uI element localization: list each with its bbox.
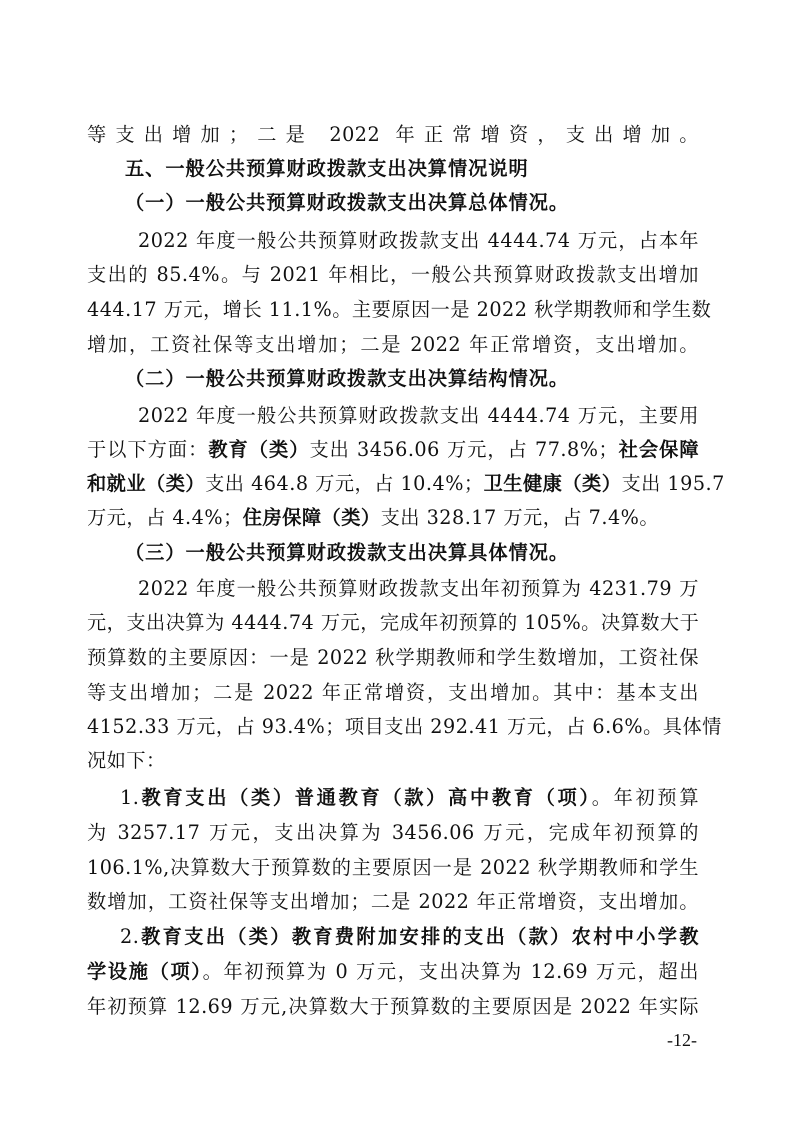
item-2-title: 教育支出（类）教育费附加安排的支出（款）农村中小学教 [139, 925, 699, 948]
category-education: 教育（类） [208, 438, 310, 461]
subsection-heading-1: （一）一般公共预算财政拨款支出决算总体情况。 [125, 191, 570, 214]
text-line: 数增加，工资社保等支出增加；二是 2022 年正常增资，支出增加。 [87, 890, 699, 913]
text-line: 增加，工资社保等支出增加；二是 2022 年正常增资，支出增加。 [87, 333, 699, 356]
text-line: 元，支出决算为 4444.74 万元，完成年初预算的 105%。决算数大于 [87, 611, 700, 634]
item-1-title-line [120, 785, 699, 811]
text-line-mixed [87, 437, 699, 463]
text-line: 为 3257.17 万元，支出决算为 3456.06 万元，完成年初预算的 [87, 821, 699, 844]
text-span: 万元，占 4.4%； [87, 506, 243, 529]
item-number: 1. [120, 786, 140, 809]
text-span: 。年初预算为 0 万元，支出决算为 12.69 万元，超出 [202, 960, 699, 983]
text-line: 106.1%,决算数大于预算数的主要原因一是 2022 秋学期教师和学生 [87, 856, 699, 879]
category-employment: 和就业（类） [87, 472, 206, 495]
category-housing: 住房保障（类） [242, 506, 381, 529]
text-line: 等支出增加；二是 2022 年正常增资，支出增加。 [87, 123, 699, 146]
text-span: 支出 195.7 [621, 472, 725, 495]
item-2-title-continued: 学设施（项） [87, 960, 203, 983]
item-2-title-line [120, 924, 699, 950]
page-number: -12- [667, 1030, 697, 1050]
section-heading: 五、一般公共预算财政拨款支出决算情况说明 [125, 157, 529, 180]
text-span: 于以下方面： [87, 438, 209, 461]
text-line: 支出的 85.4%。与 2021 年相比，一般公共预算财政拨款支出增加 [87, 263, 699, 286]
text-line: 预算数的主要原因：一是 2022 秋学期教师和学生数增加，工资社保 [87, 646, 699, 669]
subsection-heading-3: （三）一般公共预算财政拨款支出决算具体情况。 [125, 541, 570, 564]
category-health: 卫生健康（类） [483, 472, 622, 495]
text-line: 4152.33 万元，占 93.4%；项目支出 292.41 万元，占 6.6%。具体情 [87, 715, 722, 738]
text-line-mixed [87, 471, 725, 497]
text-line: 年初预算 12.69 万元,决算数大于预算数的主要原因是 2022 年实际 [87, 995, 699, 1018]
text-line-mixed [87, 959, 699, 985]
subsection-heading-2: （二）一般公共预算财政拨款支出决算结构情况。 [125, 367, 570, 390]
text-span: 支出 464.8 万元，占 10.4%； [205, 472, 484, 495]
text-line: 2022 年度一般公共预算财政拨款支出 4444.74 万元，主要用 [138, 404, 699, 427]
text-span: 支出 328.17 万元，占 7.4%。 [380, 506, 660, 529]
category-social-security: 社会保障 [618, 438, 700, 461]
text-line: 2022 年度一般公共预算财政拨款支出 4444.74 万元，占本年 [138, 229, 699, 252]
text-span: 支出 3456.06 万元，占 77.8%； [309, 438, 619, 461]
item-number: 2. [120, 925, 140, 948]
text-span: 。年初预算 [591, 786, 700, 809]
item-1-title: 教育支出（类）普通教育（款）高中教育（项） [139, 786, 592, 809]
text-line: 等支出增加；二是 2022 年正常增资，支出增加。其中：基本支出 [87, 681, 699, 704]
text-line: 2022 年度一般公共预算财政拨款支出年初预算为 4231.79 万 [138, 577, 699, 600]
text-line-mixed [87, 505, 699, 531]
text-line: 况如下： [87, 749, 166, 772]
text-line: 444.17 万元，增长 11.1%。主要原因一是 2022 秋学期教师和学生数 [87, 298, 712, 321]
